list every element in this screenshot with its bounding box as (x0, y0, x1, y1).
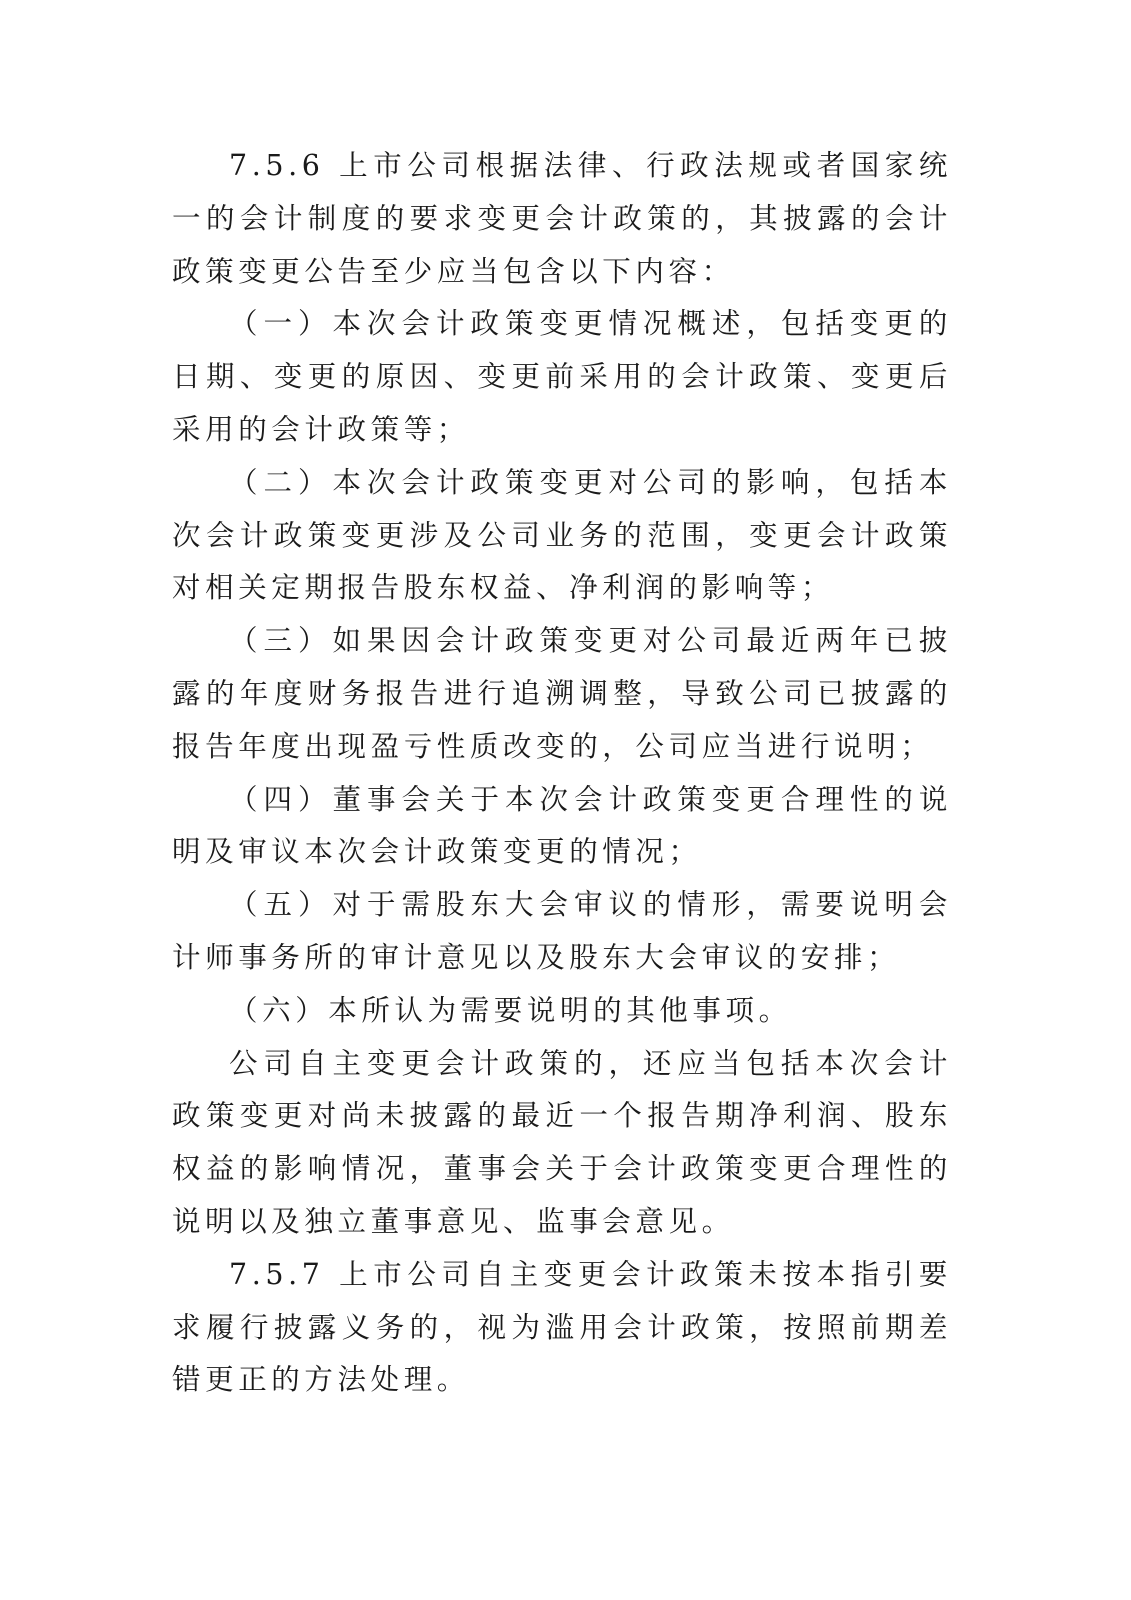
paragraph-item-6: （六）本所认为需要说明的其他事项。 (229, 993, 792, 1027)
paragraph-item-2: （二）本次会计政策变更对公司的影响，包括本次会计政策变更涉及公司业务的范围，变更会计政策对相关定期报告股东权益、净利润的影响等； (172, 465, 952, 605)
paragraph-7-5-6: 7.5.6 上市公司根据法律、行政法规或者国家统一的会计制度的要求变更会计政策的，其披露的会计政策变更公告至少应当包含以下内容： (172, 149, 952, 288)
paragraph-voluntary-change: 公司自主变更会计政策的，还应当包括本次会计政策变更对尚未披露的最近一个报告期净利润、股东权益的影响情况，董事会关于会计政策变更合理性的说明以及独立董事意见、监事会意见。 (172, 1046, 952, 1238)
paragraph-item-5: （五）对于需股东大会审议的情形，需要说明会计师事务所的审计意见以及股东大会审议的安排； (172, 888, 952, 974)
document-body (172, 140, 952, 1407)
paragraph-7-5-7: 7.5.7 上市公司自主变更会计政策未按本指引要求履行披露义务的，视为滥用会计政策，按照前期差错更正的方法处理。 (172, 1257, 952, 1397)
paragraph-item-1: （一）本次会计政策变更情况概述，包括变更的日期、变更的原因、变更前采用的会计政策、变更后采用的会计政策等； (172, 307, 952, 446)
paragraph-item-4: （四）董事会关于本次会计政策变更合理性的说明及审议本次会计政策变更的情况； (172, 782, 952, 869)
paragraph-item-3: （三）如果因会计政策变更对公司最近两年已披露的年度财务报告进行追溯调整，导致公司已披露的报告年度出现盈亏性质改变的，公司应当进行说明； (172, 624, 952, 763)
